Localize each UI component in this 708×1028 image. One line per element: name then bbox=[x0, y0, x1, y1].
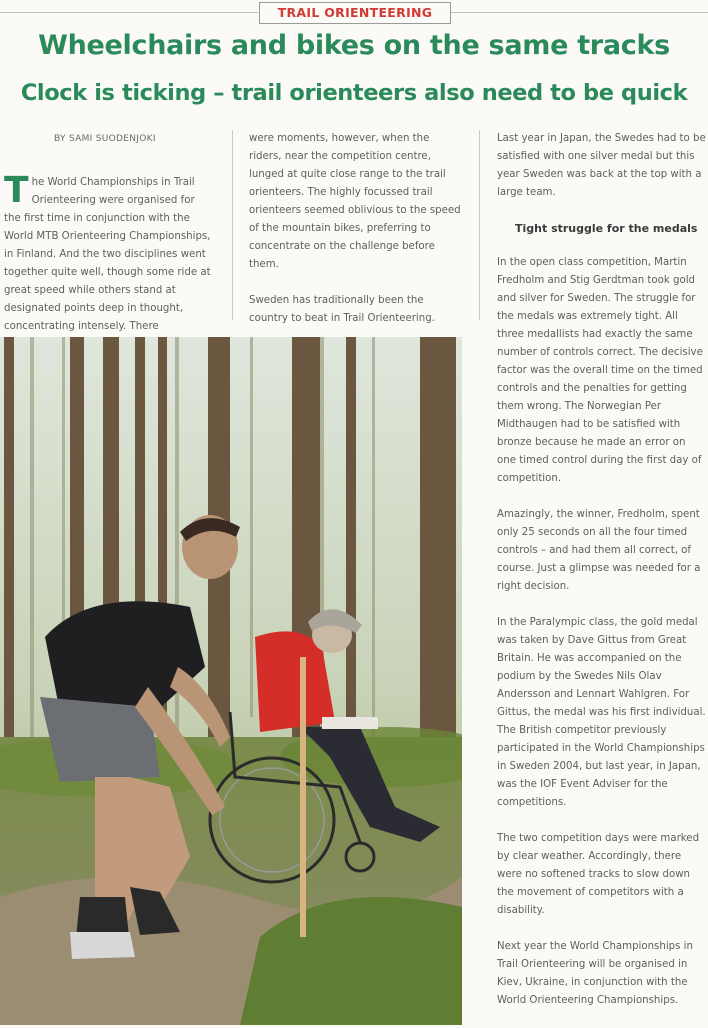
col3-paragraph-4: In the Paralympic class, the gold medal was taken by Dave Gittus from Great Britain. He was accompanied on the podium by the Swedes Nils Olav Andersson and Lennart Wahlgren. For Gittus, the medal was his first individual. The British competitor previously participated in the World Championships in Sweden 2004, but last year, in Japan, was the IOF Event Adviser for the competitions. bbox=[497, 617, 706, 808]
section-label: TRAIL ORIENTEERING bbox=[259, 2, 451, 24]
col3-paragraph-2: In the open class competition, Martin Fredholm and Stig Gerdtman took gold and silver for Sweden. The struggle for the medals was extremely tight. All three medallists had exactly the same number of controls correct. The decisive factor was the overall time on the timed controls and the penalties for getting them wrong. The Norwegian Per Midthaugen had to be satisfied with bronze because he made an error on one timed control during the first day of competition. bbox=[497, 257, 703, 484]
column-2 bbox=[249, 130, 461, 346]
col3-paragraph-1: Last year in Japan, the Swedes had to be satisfied with one silver medal but this year Sweden was back at the top with a large team. bbox=[497, 133, 706, 198]
headline: Wheelchairs and bikes on the same tracks bbox=[38, 30, 670, 61]
column-separator-1 bbox=[232, 130, 233, 320]
forest-photo bbox=[0, 337, 462, 1025]
col2-paragraph-1: were moments, however, when the riders, near the competition centre, lunged at quite close range to the trail orienteers. The highly focussed trail orienteers seemed oblivious to the speed of the mountain bikes, preferring to concentrate on the challenge before them. bbox=[249, 133, 461, 270]
byline: BY SAMI SUODENJOKI bbox=[54, 134, 156, 144]
column-3 bbox=[497, 130, 707, 1028]
column-1 bbox=[4, 130, 214, 354]
column-separator-2 bbox=[479, 130, 480, 320]
subheadline: Clock is ticking – trail orienteers also need to be quick bbox=[20, 80, 688, 106]
col3-paragraph-5: The two competition days were marked by clear weather. Accordingly, there were no softened tracks to slow down the movement of competitors with a disability. bbox=[497, 833, 700, 916]
section-heading: Tight struggle for the medals bbox=[515, 222, 698, 235]
top-rule-left bbox=[0, 12, 258, 13]
col3-paragraph-3: Amazingly, the winner, Fredholm, spent only 25 seconds on all the four timed controls – and had them all correct, of course. Just a glimpse was needed for a right decision. bbox=[497, 509, 701, 592]
top-rule-right bbox=[450, 12, 708, 13]
col1-text: he World Championships in Trail Orienteering were organised for the first time in conjunction with the World MTB Orienteering Championships, in Finland. And the two disciplines went together quite well, though some ride at great speed while others stand at designated points deep in thought, concentrating intensely. There bbox=[4, 177, 211, 332]
drop-cap: T bbox=[4, 170, 29, 211]
col2-paragraph-2: Sweden has traditionally been the country to beat in Trail Orienteering. bbox=[249, 295, 435, 324]
col3-paragraph-6: Next year the World Championships in Trail Orienteering will be organised in Kiev, Ukraine, in conjunction with the World Orienteering Championships. bbox=[497, 941, 693, 1006]
col1-paragraph-1 bbox=[4, 170, 214, 336]
